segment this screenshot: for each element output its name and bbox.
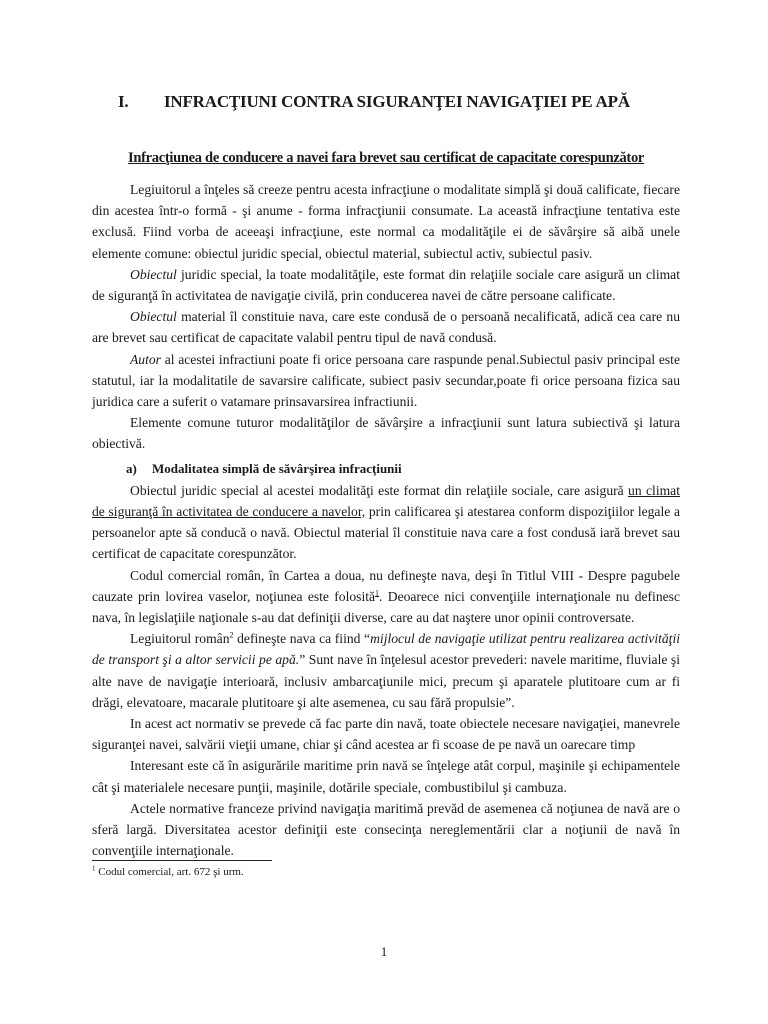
paragraph-text: juridic special, la toate modalităţile, este format din relaţiile sociale care asigură un climat de siguranţă în activitatea de navigaţie civilă, prin conducerea navei de către persoane calificate. — [92, 266, 680, 304]
emphasis: Obiectul — [130, 309, 177, 325]
footnote — [92, 866, 244, 878]
paragraph: Elemente comune tuturor modalităţilor de săvârşire a infracţiunii sunt latura subiectivă şi latura obiectivă. — [92, 415, 680, 452]
footnote-text: Codul comercial, art. 672 şi urm. — [98, 866, 244, 878]
paragraph — [92, 306, 680, 348]
footnote-reference[interactable]: 1 — [375, 588, 380, 598]
page-number: 1 — [380, 944, 388, 959]
chapter-title: INFRACŢIUNI CONTRA SIGURANŢEI NAVIGAŢIEI PE APĂ — [164, 92, 630, 111]
paragraph — [92, 349, 680, 413]
section-subheading: Infracţiunea de conducere a navei fara brevet sau certificat de capacitate corespunzător — [128, 150, 645, 166]
paragraph-text: prin calificarea şi atestarea conform dispoziţiilor legale a persoanelor apte să conducă o navă. Obiectul material îl constituie nava care a fost condusă iară brevet sau certificat de capacitate corespunzător. — [92, 504, 680, 562]
chapter-number: I. — [118, 92, 129, 111]
emphasis: mijlocul de navigaţie utilizat pentru realizarea activităţii de transport şi a altor servicii pe apă. — [92, 631, 681, 668]
paragraph-text: al acestei infractiuni poate fi orice persoana care raspunde penal.Subiectul pasiv principal este statutul, iar la modalitatile de savarsire calificate, subiect pasiv secundar,poate fi orice persoana fizica sau juridica care a suferit o vatamare prinsavarsirea infractiunii. — [92, 351, 680, 410]
paragraph: Legiuitorul a înţeles să creeze pentru acesta infracţiune o modalitate simplă şi două calificate, fiecare din acestea într-o formă - şi anume - forma infracţiunii consumate. La această infracţiune tentativa este exclusă. Fiind vorba de aceeaşi infracţiune, este normal ca modalităţile ei de săvârşire să aibă unele elemente comune: obiectul juridic special, obiectul material, subiectul activ, subiectul pasiv. — [92, 182, 680, 261]
paragraph — [92, 628, 680, 713]
underlined-text: un climat de siguranţă în activitatea de conducere a navelor, — [92, 482, 680, 520]
paragraph-text: ” Sunt nave în înţelesul acestor prevederi: navele maritime, fluviale şi alte nave de navigaţie interioară, inclusiv ambarcaţiunile mici, precum şi aparatele plutitoare cum ar fi drăgi, elevatoare, macarale plutitoare şi alte asemenea, cu sau fără propulsie”. — [92, 652, 680, 710]
footnote-mark: 1 — [92, 864, 96, 873]
emphasis: Obiectul — [130, 266, 177, 282]
body-text — [92, 179, 680, 862]
subsection-heading — [92, 458, 680, 479]
footnote-reference[interactable]: 2 — [229, 630, 234, 640]
paragraph — [92, 480, 680, 565]
paragraph-text: Legiuitorul român — [130, 631, 230, 647]
footnote-separator — [92, 860, 272, 861]
chapter-heading — [118, 92, 718, 112]
paragraph-text: Codul comercial român, în Cartea a doua, nu defineşte nava, deşi în Titlul VIII - Despre pagubele cauzate prin lovirea vaselor, noţiunea este folosită — [92, 567, 680, 604]
subsection-label: a) — [126, 460, 137, 476]
paragraph-text: defineşte nava ca fiind “ — [233, 631, 371, 647]
paragraph-text: material îl constituie nava, care este condusă de o persoană necalificată, adică cea care nu are brevet sau certificat de capacitate valabil pentru tipul de navă condusă. — [92, 309, 680, 346]
paragraph: Actele normative franceze privind navigaţia maritimă prevăd de asemenea că noţiunea de navă are o sferă largă. Diversitatea acestor definiţii este consecinţa nereglementării clar a noţiunii de navă în convenţiile internaţionale. — [92, 800, 680, 859]
paragraph-text: . Deoarece nici convenţiile internaţionale nu definesc nava, în legislaţiile naţionale s-au dat definiţii diverse, care au dat naştere unor opinii controversate. — [92, 588, 680, 626]
paragraph-text: Obiectul juridic special al acestei modalităţi este format din relaţiile sociale, care asigură — [130, 482, 629, 498]
paragraph: In acest act normativ se prevede că fac parte din navă, toate obiectele necesare navigaţiei, manevrele siguranţei navei, salvării vieţii umane, chiar şi când acestea ar fi scoase de pe navă un oarecare timp — [92, 716, 680, 753]
subsection-title: Modalitatea simplă de săvârşirea infracţiunii — [152, 460, 402, 476]
emphasis: Autor — [130, 351, 161, 367]
paragraph — [92, 264, 680, 306]
paragraph — [92, 565, 680, 629]
paragraph: Interesant este că în asigurările maritime prin navă se înţelege atât corpul, maşinile şi echipamentele cât şi materialele necesare punţii, maşinile, dotările speciale, combustibilul şi cambuza. — [92, 758, 680, 795]
